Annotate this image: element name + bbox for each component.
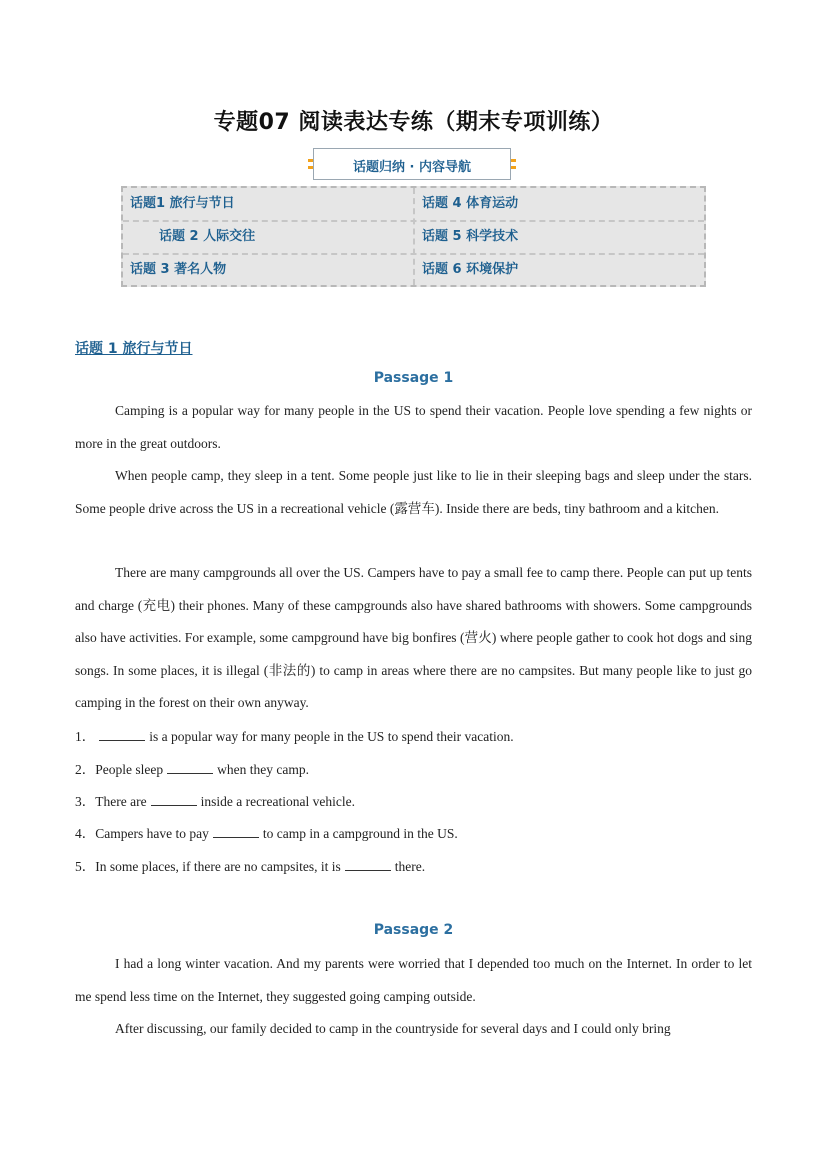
topic-nav-table <box>121 186 706 287</box>
nav-topic-1[interactable]: 话题1 旅行与节日 <box>130 196 235 211</box>
passage-2-paragraph: I had a long winter vacation. And my parents were worried that I depended too much on the Internet. In order to let me spend less time on the Internet, they suggested going camping outside. <box>75 956 752 1004</box>
question-suffix: is a popular way for many people in the US to spend their vacation. <box>149 729 514 744</box>
question-prefix: People sleep <box>95 762 164 777</box>
question-3 <box>75 792 355 812</box>
question-number: 5． <box>75 859 96 874</box>
question-number: 3． <box>75 794 96 809</box>
banner-label: 话题归纳 · 内容导航 <box>353 160 471 175</box>
question-5 <box>75 857 425 877</box>
question-4 <box>75 824 458 844</box>
section-heading-topic-1[interactable]: 话题 1 旅行与节日 <box>75 341 193 357</box>
question-prefix: In some places, if there are no campsites, it is <box>95 859 341 874</box>
question-prefix: There are <box>95 794 147 809</box>
nav-column-divider <box>413 188 415 285</box>
answer-blank[interactable] <box>151 792 197 806</box>
nav-topic-5[interactable]: 话题 5 科学技术 <box>422 229 519 244</box>
passage-2-title: Passage 2 <box>373 922 454 938</box>
page-title: 专题07 阅读表达专练（期末专项训练） <box>213 110 614 135</box>
answer-blank[interactable] <box>167 760 213 774</box>
question-1 <box>75 727 514 747</box>
answer-blank[interactable] <box>213 824 259 838</box>
question-suffix: to camp in a campground in the US. <box>262 826 458 841</box>
answer-blank[interactable] <box>99 727 145 741</box>
question-2 <box>75 760 309 780</box>
question-suffix: inside a recreational vehicle. <box>200 794 356 809</box>
question-suffix: when they camp. <box>217 762 309 777</box>
question-number: 4． <box>75 826 96 841</box>
question-number: 2． <box>75 762 96 777</box>
question-prefix: Campers have to pay <box>95 826 209 841</box>
question-number: 1． <box>75 729 96 744</box>
question-suffix: there. <box>394 859 426 874</box>
passage-1-paragraph: There are many campgrounds all over the US. Campers have to pay a small fee to camp there. People can put up tents and charge (充电) their phones. Many of these campgrounds also have shared bathrooms with showers. Some campgrounds also have activities. For example, some campground have big bonfires (营火) where people gather to cook hot dogs and sing songs. In some places, it is illegal (非法的) to camp in areas where there are no campsites. But many people like to just go camping in the forest on their own anyway. <box>75 565 752 710</box>
answer-blank[interactable] <box>345 857 391 871</box>
nav-topic-4[interactable]: 话题 4 体育运动 <box>422 196 519 211</box>
nav-topic-2[interactable]: 话题 2 人际交往 <box>159 229 256 244</box>
passage-2-paragraph: After discussing, our family decided to camp in the countryside for several days and I could only bring <box>115 1021 671 1036</box>
passage-1-paragraph: When people camp, they sleep in a tent. Some people just like to lie in their sleeping bags and sleep under the stars. Some people drive across the US in a recreational vehicle (露营车). Inside there are beds, tiny bathroom and a kitchen. <box>75 468 752 516</box>
passage-1-paragraph: Camping is a popular way for many people in the US to spend their vacation. People love spending a few nights or more in the great outdoors. <box>75 403 752 451</box>
nav-topic-6[interactable]: 话题 6 环境保护 <box>422 262 519 277</box>
nav-topic-3[interactable]: 话题 3 著名人物 <box>130 262 227 277</box>
passage-1-title: Passage 1 <box>373 370 454 386</box>
nav-banner <box>308 148 516 182</box>
